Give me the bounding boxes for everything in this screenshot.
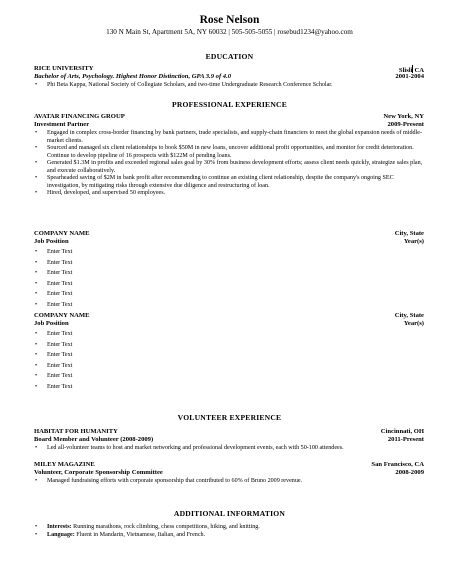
school-location-state: CA <box>414 67 424 74</box>
list-item-language <box>20 532 440 540</box>
job-location: City, State <box>394 230 424 237</box>
list-item[interactable]: • Enter Text <box>20 258 320 269</box>
job-location: New York, NY <box>383 113 424 120</box>
volunteer-location: San Francisco, CA <box>371 461 424 468</box>
job-dates: 2009-Present <box>387 121 424 128</box>
job-position: Job Position <box>34 238 69 245</box>
volunteer-role-row <box>34 436 424 444</box>
list-item: • Spearheaded saving of $2M in bank profit after recommending to continue an existing client relationship, despite the company's ongoing SEC investigation, by mitigating risks through extensive due diligence and restructuring of loan. <box>20 175 424 190</box>
education-header-row <box>34 65 424 73</box>
company-name: COMPANY NAME <box>34 312 90 319</box>
list-item: • Managed fundraising efforts with corporate sponsorship that contributed to 60% of Bruno 2009 revenue. <box>20 478 440 486</box>
list-item: • Led all-volunteer teams to host and market networking and professional development events, each with 50-100 attendees. <box>20 445 440 453</box>
section-title-additional: ADDITIONAL INFORMATION <box>173 509 286 518</box>
list-item-interests <box>20 524 440 532</box>
education-dates: 2001-2004 <box>395 73 424 80</box>
job-header-row <box>34 312 424 320</box>
job-dates: Year(s) <box>403 320 424 327</box>
job-header-row <box>34 230 424 238</box>
contact-line: 130 N Main St, Apartment 5A, NY 60032 | 505-505-5055 | rosebud1234@yahoo.com <box>106 28 353 36</box>
volunteer-header-row <box>34 461 424 469</box>
school-name: RICE UNIVERSITY <box>34 65 94 72</box>
volunteer-bullets <box>20 478 440 486</box>
list-item[interactable]: • Enter Text <box>20 247 320 258</box>
list-item[interactable]: • Enter Text <box>20 340 320 351</box>
list-item[interactable]: • Enter Text <box>20 300 320 311</box>
volunteer-header-row <box>34 428 424 436</box>
volunteer-location: Cincinnati, OH <box>380 428 424 435</box>
list-item: • Phi Beta Kappa, National Society of Collegiate Scholars, and two-time Undergraduate Research Conference Scholar. <box>20 82 440 90</box>
degree: Bachelor of Arts, Psychology. Highest Honor Distinction, GPA 3.9 of 4.0 <box>34 73 232 80</box>
list-item[interactable]: • Enter Text <box>20 268 320 279</box>
job-position: Job Position <box>34 320 69 327</box>
section-title-experience: PROFESSIONAL EXPERIENCE <box>172 100 287 109</box>
list-item[interactable]: • Enter Text <box>20 382 320 393</box>
volunteer-dates: 2011-Present <box>387 436 424 443</box>
volunteer-org: MILEY MAGAZINE <box>34 461 95 468</box>
volunteer-role-row <box>34 469 424 477</box>
additional-info-list <box>20 524 440 539</box>
list-item[interactable]: • Enter Text <box>20 279 320 290</box>
job-bullets <box>20 247 320 310</box>
job-header-row <box>34 113 424 121</box>
job-position-row <box>34 238 424 246</box>
list-item[interactable]: • Enter Text <box>20 329 320 340</box>
degree-row <box>34 73 424 81</box>
interests-label: Interests: <box>47 524 72 530</box>
volunteer-bullets <box>20 445 440 453</box>
job-location: City, State <box>394 312 424 319</box>
candidate-name: Rose Nelson <box>199 14 260 26</box>
list-item: • Engaged in complex cross-border financing by bank partners, trade specialists, and supply-chain financiers to meet the global expansion needs of middle-market clients. <box>20 130 424 145</box>
list-item[interactable]: • Enter Text <box>20 371 320 382</box>
company-name: COMPANY NAME <box>34 230 90 237</box>
list-item[interactable]: • Enter Text <box>20 350 320 361</box>
company-name: AVATAR FINANCING GROUP <box>34 113 125 120</box>
language-label: Language: <box>47 531 75 538</box>
list-item: • Hired, developed, and supervised 50 employees. <box>20 190 424 198</box>
volunteer-role: Volunteer, Corporate Sponsorship Committee <box>34 469 163 476</box>
job-bullets <box>20 130 424 198</box>
language-text: Fluent in Mandarin, Vietnamese, Italian, and French. <box>74 531 206 538</box>
volunteer-org: HABITAT FOR HUMANITY <box>34 428 118 435</box>
job-bullets <box>20 329 320 392</box>
section-title-education: EDUCATION <box>205 52 254 61</box>
job-position: Investment Partner <box>34 121 90 128</box>
list-item[interactable]: • Enter Text <box>20 289 320 300</box>
school-location-city: Slisli <box>398 67 413 74</box>
education-bullets <box>20 82 440 90</box>
volunteer-role: Board Member and Volunteer (2008-2009) <box>34 436 154 443</box>
list-item: • Generated $1.3M in profits and exceeded regional sales goal by 30% from business development efforts; assess client needs quickly, strategize sales plan, and execute collaboratively. <box>20 160 424 175</box>
job-position-row <box>34 320 424 328</box>
job-dates: Year(s) <box>403 238 424 245</box>
list-item[interactable]: • Enter Text <box>20 361 320 372</box>
interests-text: Running marathons, rock climbing, chess competitions, hiking, and knitting. <box>71 524 260 530</box>
job-position-row <box>34 121 424 129</box>
volunteer-dates: 2008-2009 <box>395 469 424 476</box>
list-item: • Sourced and managed six client relationships to book $50M in new loans, uncover additional profit opportunities, and monitor for credit deterioration. Continue to develop pipeline of 16 prospects with $122M of pending loans. <box>20 145 424 160</box>
section-title-volunteer: VOLUNTEER EXPERIENCE <box>177 413 282 422</box>
